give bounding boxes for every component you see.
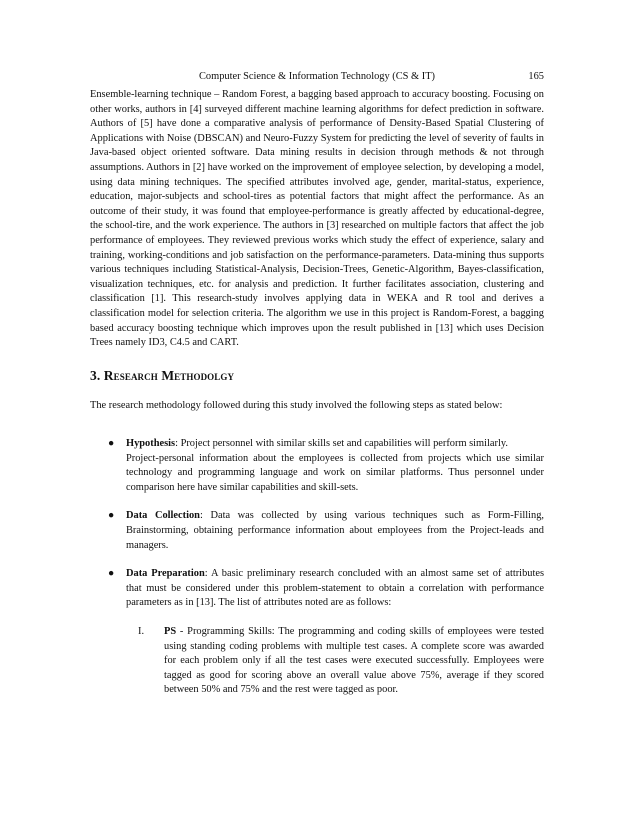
- page-number: 165: [528, 71, 544, 82]
- attribute-term: PS: [164, 625, 177, 637]
- list-item: [126, 625, 544, 698]
- bullet-icon: ●: [108, 438, 115, 449]
- roman-numeral: I.: [138, 625, 145, 637]
- bullet-term: Hypothesis: [126, 438, 176, 449]
- journal-title: Computer Science & Information Technology (CS & IT): [199, 71, 435, 82]
- bullet-icon: ●: [108, 510, 115, 522]
- methodology-steps: [90, 437, 544, 698]
- list-item: [90, 567, 544, 698]
- bullet-text: : Data was collected by using various techniques such as Form-Filling, Brainstorming, obtaining performance information about employees from the Project-leads and managers.: [126, 510, 544, 551]
- list-item: [90, 437, 544, 495]
- bullet-text: : A basic preliminary research concluded with an almost same set of attributes that must be considered under this problem-statement to obtain a correlation with performance parameters as in [13]. The list of attributes noted are as follows:: [126, 568, 544, 609]
- bullet-extra: Project-personal information about the employees is collected from projects which use similar technology and programming language and work on similar platforms. Thus personnel under comparison here have similar capabilities and skill-sets.: [126, 452, 544, 493]
- intro-paragraph: Ensemble-learning technique – Random Forest, a bagging based approach to accuracy boosting. Focusing on other works, authors in [4] surveyed different machine learning algorithms for defect prediction in software. Authors of [5] have done a comparative analysis of performance of Density-Based Spatial Clustering of Applications with Noise (DBSCAN) and Neuro-Fuzzy System for predicting the level of severity of faults in Java-based object oriented software. Data mining results in decision through methods & not through assumptions. Authors in [2] have worked on the improvement of employee selection, by developing a model, using data mining techniques. The specified attributes involved age, gender, marital-status, experience, education, major-subjects and school-tires as potential factors that might affect the performance. As an outcome of their study, it was found that employee-performance is greatly affected by educational-degree, the school-tire, and the work experience. The authors in [3] researched on multiple factors that affect the job performance of employees. They reviewed previous works which study the effect of experience, salary and training, working-conditions and job satisfaction on the performance-parameters. Data-mining thus supports various techniques including Statistical-Analysis, Decision-Trees, Genetic-Algorithm, Bayes-classification, visualization techniques, etc. for analysis and prediction. It further facilitates association, clustering and classification [1]. This research-study involves applying data in WEKA and R tool and derives a classification model for selection criteria. The algorithm we use in this project is Random-Forest, a bagging based accuracy boosting technique which improves upon the result published in [13] which uses Decision Trees namely ID3, C4.5 and CART.: [90, 89, 544, 349]
- section-intro: The research methodology followed during this study involved the following steps as stated below:: [90, 400, 503, 411]
- attribute-text: - Programming Skills: The programming and coding skills of employees were tested using standing coding problems with multiple test cases. A complete score was awarded for each problem only if all the test cases were executed successfully. Employees were tagged as good for scoring above an overall value above 75%, average if they scored between 50% and 75% and the rest were tagged as poor.: [164, 625, 544, 696]
- bullet-term: Data Preparation: [126, 568, 205, 580]
- bullet-term: Data Collection: [126, 510, 200, 522]
- running-header: [90, 70, 544, 83]
- bullet-icon: ●: [108, 568, 115, 580]
- list-item: [90, 509, 544, 553]
- section-heading: 3. Research Methodolgy: [90, 368, 235, 383]
- bullet-text: : Project personnel with similar skills set and capabilities will perform similarly.: [175, 438, 508, 449]
- attribute-list: [126, 625, 544, 698]
